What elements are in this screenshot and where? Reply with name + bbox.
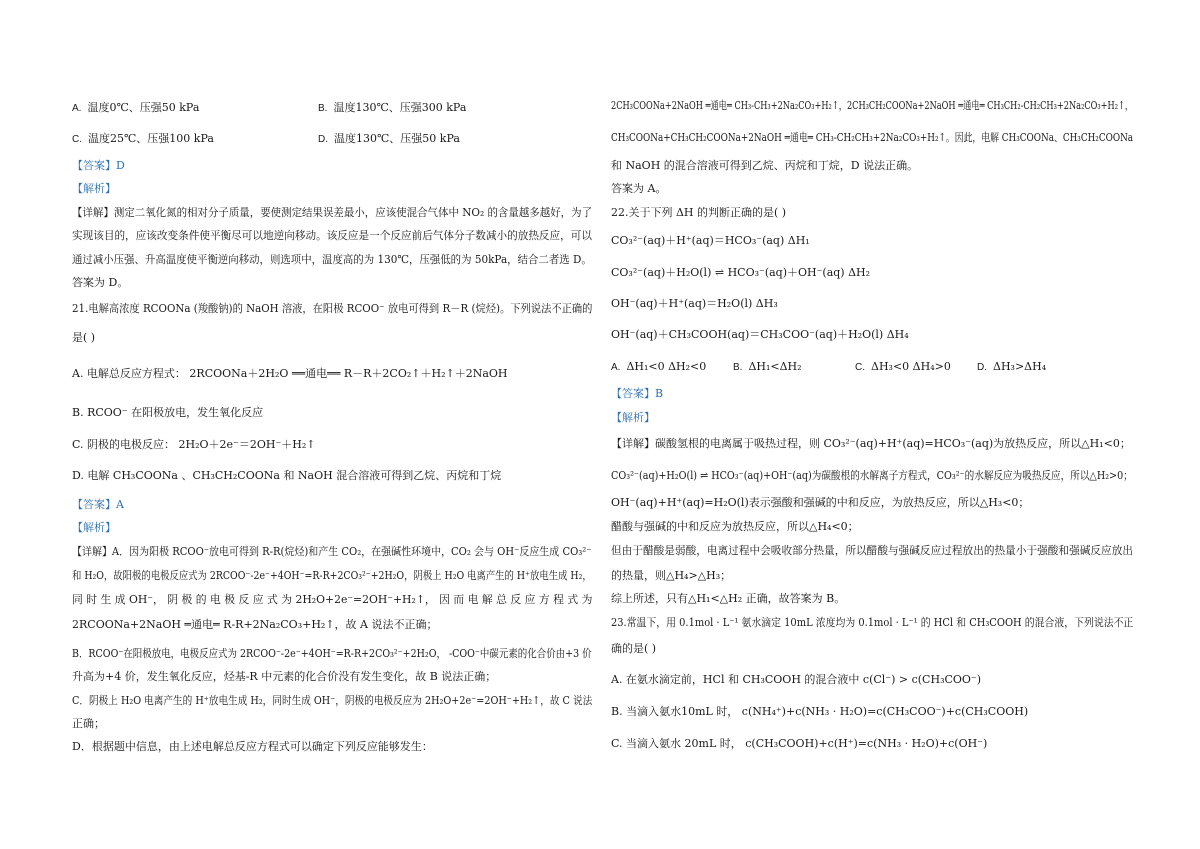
- q22-detail-line: 综上所述，只有△H₁<△H₂ 正确，故答案为 B。: [611, 592, 846, 605]
- q21-cont-line: CH₃COONa+CH₃CH₂COONa+2NaOH ═通电═ CH₃-CH₂CH₃+2Na₂CO₃+H₂↑。因此，电解 CH₃COONa、CH₃CH₂COONa: [611, 131, 1134, 144]
- q20-detail-line: 实现该目的，应该改变条件使平衡尽可以地逆向移动。该反应是一个反应前后气体分子数减小的放热反应，可以: [72, 229, 592, 242]
- q22-equation-4: OH⁻(aq)＋CH₃COOH(aq)＝CH₃COO⁻(aq)＋H₂O(l) ΔH₄: [611, 328, 909, 341]
- q22-detail-line: CO₃²⁻(aq)+H₂O(l) ⇌ HCO₃⁻(aq)+OH⁻(aq)为碳酸根的水解离子方程式，CO₃²⁻的水解反应为吸热反应，所以△H₂>0；: [611, 469, 1133, 482]
- q21-detail-line: D．根据题中信息，由上述电解总反应方程式可以确定下列反应能够发生：: [72, 740, 433, 753]
- q22-detail-line: 但由于醋酸是弱酸，电离过程中会吸收部分热量，所以醋酸与强碱反应过程放出的热量小于强酸和强碱反应放出: [611, 544, 1133, 557]
- q22-detail-line: OH⁻(aq)+H⁺(aq)=H₂O(l)表示强酸和强碱的中和反应，为放热反应，所以△H₃<0；: [611, 496, 1030, 509]
- q22-analysis-heading: 【解析】: [611, 411, 655, 424]
- q23-option-a: A. 在氨水滴定前，HCl 和 CH₃COOH 的混合液中 c(Cl⁻) > c(CH₃COO⁻): [611, 673, 982, 686]
- q22-equation-2: CO₃²⁻(aq)＋H₂O(l) ⇌ HCO₃⁻(aq)＋OH⁻(aq) ΔH₂: [611, 266, 871, 279]
- q21-detail-line: 升高为+4 价，发生氧化反应，烃基-R 中元素的化合价没有发生变化，故 B 说法正确；: [72, 670, 497, 683]
- q21-detail-line: 2RCOONa+2NaOH ═通电═ R-R+2Na₂CO₃+H₂↑，故 A 说法不正确；: [72, 618, 438, 631]
- q20-detail-line: 通过减小压强、升高温度使平衡逆向移动，则选项中，温度高的为 130℃，压强低的为 50kPa，结合二者选 D。: [72, 253, 592, 266]
- q23-stem-line: 确的是( ): [611, 642, 657, 655]
- q21-answer: 【答案】A: [72, 498, 124, 511]
- q21-detail-line: 正确；: [72, 717, 105, 730]
- q20-option-c: C. 温度25℃、压强100 kPa: [72, 132, 214, 145]
- q23-stem-line: 23.常温下，用 0.1mol · L⁻¹ 氨水滴定 10mL 浓度均为 0.1mol · L⁻¹ 的 HCl 和 CH₃COOH 的混合液，下列说法不正: [611, 616, 1134, 629]
- q21-detail-line: C．阴极上 H₂O 电离产生的 H⁺放电生成 H₂，同时生成 OH⁻，阴极的电极反应为 2H₂O+2e⁻=2OH⁻+H₂↑，故 C 说法: [72, 694, 593, 707]
- q20-option-a: A. 温度0℃、压强50 kPa: [72, 101, 200, 114]
- q20-analysis-heading: 【解析】: [72, 182, 116, 195]
- q21-stem-line: 是( ): [72, 331, 96, 344]
- q23-option-b: B. 当滴入氨水10mL 时， c(NH₄⁺)+c(NH₃ · H₂O)=c(CH₃COO⁻)+c(CH₃COOH): [611, 705, 1029, 718]
- q21-cont-line: 2CH₃COONa+2NaOH ═通电═ CH₃-CH₃+2Na₂CO₃+H₂↑，2CH₃CH₂COONa+2NaOH ═通电═ CH₃CH₂-CH₂CH₃+2Na₂CO₃+H₂↑，: [611, 99, 1134, 112]
- q22-detail-line: 的热量，则△H₄>△H₃；: [611, 569, 732, 582]
- q22-detail-line: 【详解】碳酸氢根的电离属于吸热过程，则 CO₃²⁻(aq)+H⁺(aq)=HCO₃⁻(aq)为放热反应，所以△H₁<0；: [611, 437, 1131, 450]
- q22-option-c: C. ΔH₃<0 ΔH₄>0: [855, 360, 951, 373]
- q21-option-b: B. RCOO⁻ 在阳极放电，发生氧化反应: [72, 406, 264, 419]
- q21-cont-line: 和 NaOH 的混合溶液可得到乙烷、丙烷和丁烷，D 说法正确。: [611, 159, 919, 172]
- q22-option-b: B. ΔH₁<ΔH₂: [733, 360, 802, 373]
- q21-option-d: D. 电解 CH₃COONa 、CH₃CH₂COONa 和 NaOH 混合溶液可得到乙烷、丙烷和丁烷: [72, 469, 502, 482]
- q21-detail-line: B．RCOO⁻在阳极放电，电极反应式为 2RCOO⁻-2e⁻+4OH⁻=R-R+2CO₃²⁻+2H₂O， -COO⁻中碳元素的化合价由+3 价: [72, 647, 592, 660]
- q20-detail-line: 答案为 D。: [72, 276, 129, 289]
- q20-answer: 【答案】D: [72, 159, 125, 172]
- q22-answer: 【答案】B: [611, 387, 664, 400]
- q22-option-a: A. ΔH₁<0 ΔH₂<0: [611, 360, 707, 373]
- q21-stem-line: 21.电解高浓度 RCOONa (羧酸钠)的 NaOH 溶液，在阳极 RCOO⁻ 放电可得到 R－R (烷烃)。下列说法不正确的: [72, 302, 593, 315]
- q21-detail-line: 同 时 生 成 OH⁻， 阴 极 的 电 极 反 应 式 为 2H₂O+2e⁻=2OH⁻+H₂↑， 因 而 电 解 总 反 应 方 程 式 为: [72, 593, 593, 606]
- q20-option-d: D. 温度130℃、压强50 kPa: [318, 132, 460, 145]
- q21-option-c: C. 阴极的电极反应： 2H₂O＋2e⁻＝2OH⁻＋H₂↑: [72, 438, 316, 451]
- q22-stem: 22.关于下列 ΔH 的判断正确的是( ): [611, 206, 787, 219]
- q22-equation-3: OH⁻(aq)＋H⁺(aq)＝H₂O(l) ΔH₃: [611, 297, 778, 310]
- q22-option-d: D. ΔH₃>ΔH₄: [977, 360, 1047, 373]
- q20-option-b: B. 温度130℃、压强300 kPa: [318, 101, 467, 114]
- q20-detail-line: 【详解】测定二氧化氮的相对分子质量，要使测定结果误差最小，应该使混合气体中 NO₂ 的含量越多越好，为了: [72, 206, 593, 219]
- q21-option-a: A. 电解总反应方程式： 2RCOONa＋2H₂O ══通电══ R－R＋2CO₂↑＋H₂↑＋2NaOH: [72, 367, 508, 380]
- q21-detail-line: 【详解】A．因为阳极 RCOO⁻放电可得到 R-R(烷烃)和产生 CO₂，在强碱性环境中，CO₂ 会与 OH⁻反应生成 CO₃²⁻: [72, 545, 592, 558]
- q21-cont-line: 答案为 A。: [611, 182, 667, 195]
- q21-detail-line: 和 H₂O，故阳极的电极反应式为 2RCOO⁻-2e⁻+4OH⁻=R-R+2CO₃²⁻+2H₂O，阴极上 H₂O 电离产生的 H⁺放电生成 H₂，: [72, 569, 592, 582]
- q23-option-c: C. 当滴入氨水 20mL 时， c(CH₃COOH)+c(H⁺)=c(NH₃ · H₂O)+c(OH⁻): [611, 737, 988, 750]
- q22-detail-line: 醋酸与强碱的中和反应为放热反应，所以△H₄<0；: [611, 520, 859, 533]
- q22-equation-1: CO₃²⁻(aq)＋H⁺(aq)＝HCO₃⁻(aq) ΔH₁: [611, 234, 810, 247]
- q21-analysis-heading: 【解析】: [72, 521, 116, 534]
